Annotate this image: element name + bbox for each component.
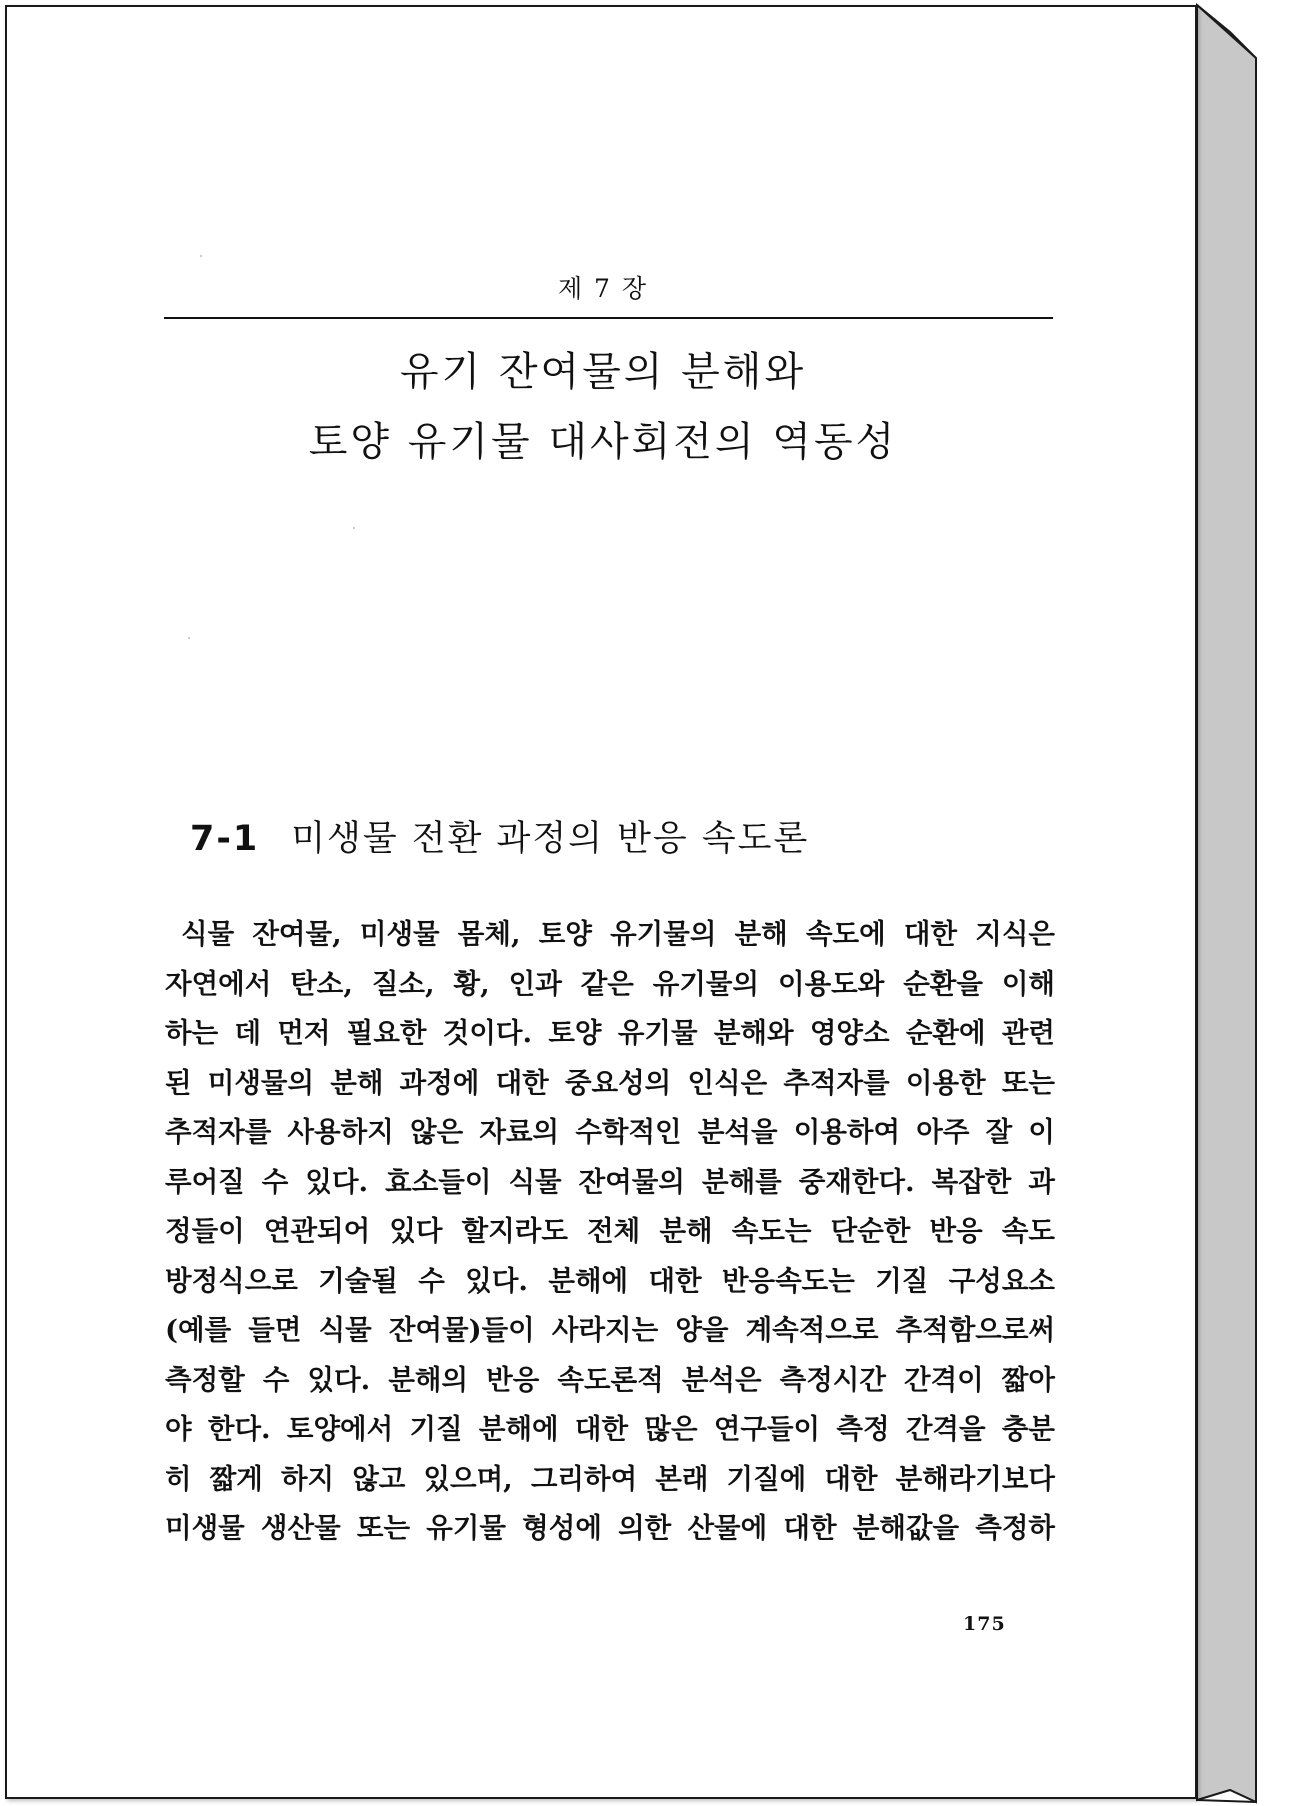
- body-line: (예를 들면 식물 잔여물)들이 사라지는 양을 계속적으로 추적함으로써: [165, 1314, 1055, 1346]
- body-line: 히 짧게 하지 않고 있으며, 그리하여 본래 기질에 대한 분해라기보다: [165, 1462, 1055, 1495]
- body-paragraph: [165, 910, 1055, 1554]
- scan-speck: [200, 255, 202, 257]
- body-line: 추적자를 사용하지 않은 자료의 수학적인 분석을 이용하여 아주 잘 이: [165, 1116, 1055, 1148]
- book-spine-side: [1197, 5, 1256, 1802]
- body-line: 야 한다. 토양에서 기질 분해에 대한 많은 연구들이 측정 간격을 충분: [165, 1413, 1055, 1445]
- body-line: 된 미생물의 분해 과정에 대한 중요성의 인식은 추적자를 이용한 또는: [165, 1066, 1055, 1099]
- chapter-label: 제 7 장: [557, 274, 649, 303]
- scan-speck: [353, 527, 355, 529]
- book-edge-line: [1197, 1800, 1256, 1802]
- body-line: 측정할 수 있다. 분해의 반응 속도론적 분석은 측정시간 간격이 짧아: [165, 1363, 1055, 1396]
- section-heading: [190, 811, 809, 861]
- body-line: 하는 데 먼저 필요한 것이다. 토양 유기물 분해와 영양소 순환에 관련: [165, 1017, 1055, 1049]
- body-line: 식물 잔여물, 미생물 몸체, 토양 유기물의 분해 속도에 대한 지식은: [181, 918, 1055, 950]
- section-number: 7-1: [190, 819, 260, 859]
- scan-speck: [188, 637, 190, 639]
- chapter-divider: [164, 317, 1053, 319]
- book-edge-line: [1197, 5, 1256, 58]
- body-line: 루어질 수 있다. 효소들이 식물 잔여물의 분해를 중재한다. 복잡한 과: [165, 1165, 1055, 1198]
- body-line: 정들이 연관되어 있다 할지라도 전체 분해 속도는 단순한 반응 속도: [165, 1215, 1055, 1247]
- book-page: [5, 5, 1197, 1799]
- chapter-title-line: 토양 유기물 대사회전의 역동성: [308, 419, 898, 465]
- body-line: 미생물 생산물 또는 유기물 형성에 의한 산물에 대한 분해값을 측정하: [165, 1512, 1055, 1544]
- body-line: 자연에서 탄소, 질소, 황, 인과 같은 유기물의 이용도와 순환을 이해: [165, 967, 1055, 1000]
- body-line: 방정식으로 기술될 수 있다. 분해에 대한 반응속도는 기질 구성요소: [165, 1264, 1055, 1297]
- chapter-title: [7, 337, 1199, 477]
- page-number: 175: [963, 1613, 1006, 1635]
- section-title: 미생물 전환 과정의 반응 속도론: [291, 819, 810, 859]
- chapter-title-line: 유기 잔여물의 분해와: [399, 349, 807, 395]
